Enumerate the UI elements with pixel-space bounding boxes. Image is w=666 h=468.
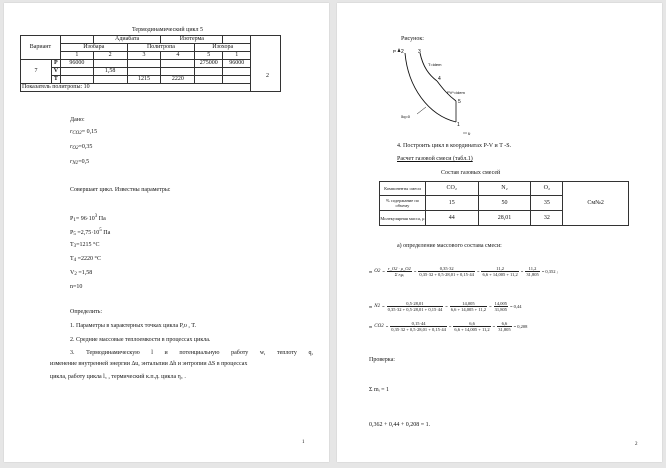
table-cell [161, 68, 195, 76]
process-isochore: Изохора [195, 44, 251, 52]
component-o2: O₂ [531, 182, 563, 196]
row-label-percent: % содержание по объему [380, 196, 426, 211]
param-n: n=10 [70, 284, 83, 290]
point-1: 1 [457, 122, 460, 128]
isotherm-label: T=idem [428, 62, 442, 67]
table-cell: 2220 [161, 76, 195, 84]
table-right-value: 2 [266, 73, 269, 79]
point-number: 1 [60, 52, 93, 60]
v-axis-label: υ [468, 132, 471, 137]
mass-n2: 28,01 [478, 211, 531, 226]
variant-header: Вариант [21, 36, 61, 60]
mix-heading: Расчет газовой смеси (табл.1) [397, 156, 473, 162]
given-r-n2: $r_{N2}=0,5$ [70, 159, 90, 166]
point-number: 3 [127, 52, 161, 60]
table-cell [60, 76, 93, 84]
equation-m-o2: m O2 = $\frac{r\_O2 \cdot \mu\_O2}{\text{Σ rᵢμᵢ}}$ = $\frac{0,35\cdot 32}{0,35\cdot 32 + 0,5\cdot 28,01 + 0,15\cdot 44}$ = $\frac{11,2}{6,6 + 14,005 + 11,2}$ = $\frac{11,2}{31,805}$ = 0,352 ; [369, 266, 558, 277]
percent-n2: 50 [478, 196, 531, 211]
mass-heading: а) определение массового состава смеси: [397, 243, 502, 249]
sum-formula: Σ mᵢ = 1 [369, 387, 390, 393]
component-co2: CO₂ [425, 182, 478, 196]
pv-diagram [393, 47, 493, 137]
table-cell [93, 60, 127, 68]
polytrope-index: Показатель политропы: 10 [21, 84, 281, 92]
row-label-mass: Молекулярная масса, μ [380, 211, 426, 226]
table-cell: 96000 [223, 60, 251, 68]
param-t: T [51, 76, 60, 84]
variant-value: 7 [21, 60, 52, 84]
point-number: 4 [161, 52, 195, 60]
table-cell [93, 76, 127, 84]
equation-m-co2: m CO2 = $\frac{0,15\cdot 44}{0,35\cdot 32 + 0,5\cdot 28,01 + 0,15\cdot 44}$ = $\frac{6,6}{6,6 + 14,005 + 11,2}$ = $\frac{6,6}{31,805}$ = 0,208 [369, 321, 528, 332]
param-t4: $T_4 =2220$ °C [70, 256, 101, 263]
table-cell: 96000 [60, 60, 93, 68]
param-t3: $T_3=1215$ °C [70, 242, 100, 249]
process-isotherm: Изотерма [161, 36, 223, 44]
page-number: 2 [635, 442, 638, 447]
document-page-2 [337, 3, 662, 462]
table-cell: 1215 [127, 76, 161, 84]
given-r-o2: $r_{O2}=0,35$ [70, 144, 93, 151]
row-label-components: Компоненты смеси [380, 182, 426, 196]
task-3-line-3: цикла, работу цикла l꜀ , термический к.п.д. цикла η꜀ . [50, 374, 186, 380]
table-cell [60, 68, 93, 76]
process-isobar: Изобара [60, 44, 127, 52]
given-heading: Дано: [70, 117, 85, 123]
adiabat-label: δq=0 [401, 114, 411, 119]
param-p1: $P_1= 96\cdot 10^3$ Па [70, 214, 106, 223]
mass-o2: 32 [531, 211, 563, 226]
table-cell [127, 68, 161, 76]
adiabat-leader [417, 107, 426, 114]
process-adiabat: Адиабата [93, 36, 161, 44]
point-3: 3 [418, 49, 421, 55]
task-1: 1. Параметры в характерных точках цикла P,υ , T. [70, 323, 197, 329]
point-number: 2 [93, 52, 127, 60]
percent-co2: 15 [425, 196, 478, 211]
param-v2: $V_2 =1,58$ [70, 270, 93, 277]
cycle-text: Совершает цикл. Известны параметры: [70, 187, 171, 193]
table-cell [127, 60, 161, 68]
task-3-line-2: изменение внутренней энергии Δu, энтальпии Δh и энтропии ΔS в процессах [50, 361, 248, 367]
isotherm-curve [420, 53, 437, 81]
point-2: 2 [401, 49, 404, 55]
p-axis-label: P [393, 49, 397, 54]
table-cell: 1,58 [93, 68, 127, 76]
param-p: P [51, 60, 60, 68]
check-heading: Проверка: [369, 357, 395, 363]
cycle-table-title: Термодинамический цикл 5 [132, 27, 203, 33]
percent-o2: 35 [531, 196, 563, 211]
task-4: 4. Построить цикл в координатах P-V и T -S. [397, 143, 512, 149]
equation-m-n2: m N2 = $\frac{0,5\cdot 28,01}{0,35\cdot 32 + 0,5\cdot 28,01 + 0,15\cdot 44}$ = $\frac{14,005}{6,6 + 14,005 + 11,2}$ = $\frac{14,005}{31,805}$ = 0,44 [369, 301, 522, 312]
task-2: 2. Средние массовые теплоемкости в процессах цикла. [70, 337, 211, 343]
component-n2: N₂ [478, 182, 531, 196]
process-polytrope: Политропа [127, 44, 195, 52]
sum-check: 0,362 + 0,44 + 0,208 = 1. [369, 422, 431, 428]
table-cell [195, 76, 223, 84]
figure-label: Рисунок: [401, 36, 424, 42]
point-number: 1 [223, 52, 251, 60]
table-cell [161, 60, 195, 68]
cycle-table [20, 35, 281, 92]
point-number: 5 [195, 52, 223, 60]
mix-id: См№2 [563, 182, 629, 226]
point-5: 5 [458, 99, 461, 105]
param-p5: $P_5 =2,75\cdot 10^5$ Па [70, 228, 111, 237]
determine-heading: Определить: [70, 309, 103, 315]
document-page-1 [4, 3, 329, 462]
page-number: 1 [302, 440, 305, 445]
point-4: 4 [438, 76, 441, 82]
table-cell [195, 68, 223, 76]
mass-co2: 44 [425, 211, 478, 226]
table-cell [223, 76, 251, 84]
mix-table-title: Состав газовых смесей [441, 170, 501, 176]
polytrope-label: PVⁿ=idem [447, 90, 465, 95]
table-cell [223, 68, 251, 76]
task-3-line-1: 3. Термодинамическую l и потенциальную работу w, теплоту q, [70, 350, 313, 356]
table-cell: 275000 [195, 60, 223, 68]
mix-table [379, 181, 629, 226]
param-v: V [51, 68, 60, 76]
given-r-co2: $r_{CO2}= 0,15$ [70, 129, 98, 136]
